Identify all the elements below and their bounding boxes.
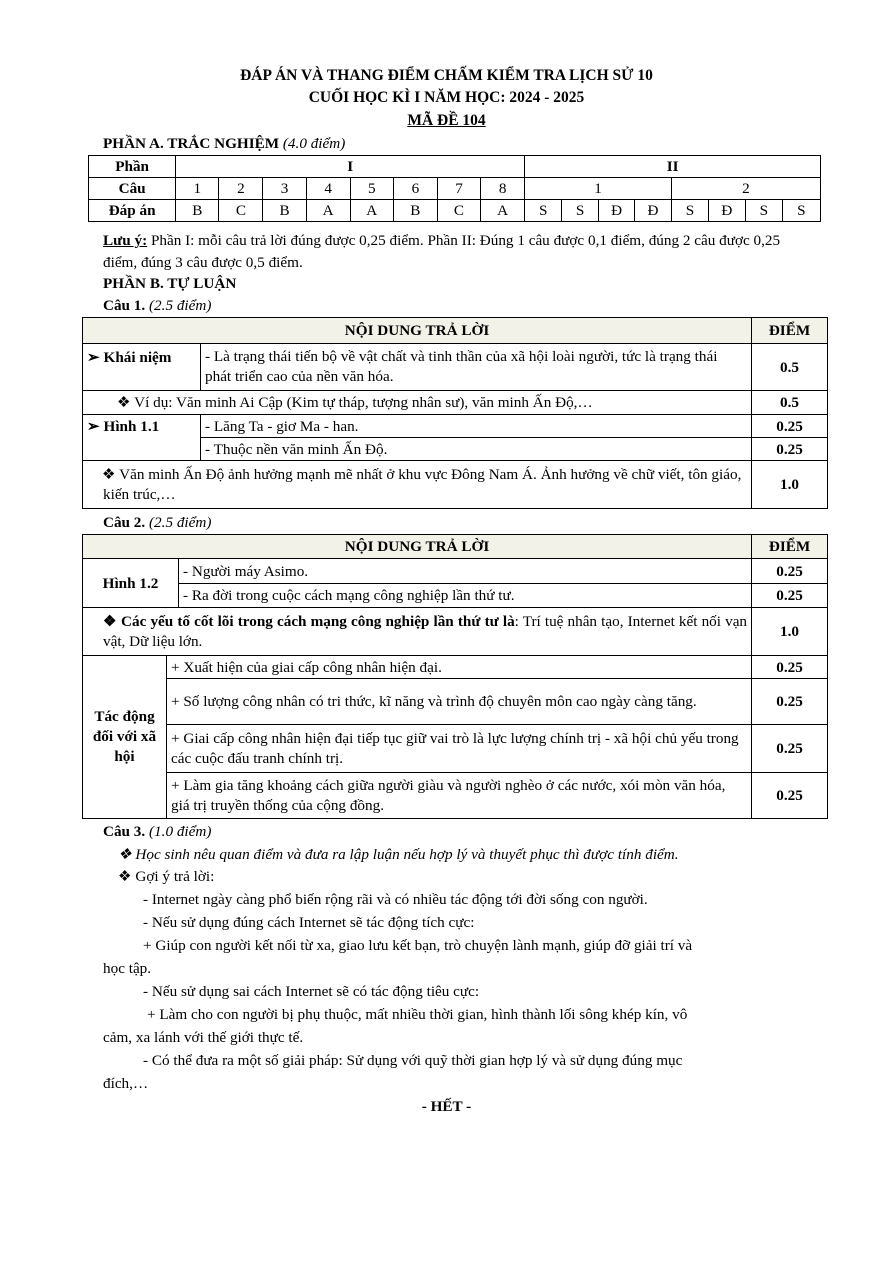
mc-row-part [89,156,821,178]
q1-heading [103,296,211,315]
q3-line: - Internet ngày càng phổ biến rộng rãi và có nhiều tác động tới đời sống con người. [143,891,648,908]
q1-fig-row-a [83,415,828,438]
doc-title: ĐÁP ÁN VÀ THANG ĐIỂM CHẤM KIỂM TRA LỊCH SỬ 10 [240,67,653,84]
part-a-score: (4.0 điểm) [282,135,346,152]
fig-1-2-points-b: 0.25 [752,584,828,608]
example-points: 0.5 [752,391,828,415]
q1-example-row [83,391,828,415]
exam-code: MÃ ĐỀ 104 [407,112,486,129]
scoring-note [103,230,808,274]
question-number: 1 [176,178,219,200]
q1-influence-row [83,461,828,509]
q2-score: (2.5 điểm) [149,514,212,531]
mc-row-question [89,178,821,200]
question-number: 8 [481,178,525,200]
core-factors-text [83,608,752,656]
label-phan: Phần [89,156,176,178]
content-header: NỘI DUNG TRẢ LỜI [83,535,752,559]
fig-1-1-label: ➢ Hình 1.1 [83,415,201,461]
points-header: ĐIỂM [752,535,828,559]
fig-1-2-answer-b: - Ra đời trong cuộc cách mạng công nghiệp lần thứ tư. [179,584,752,608]
q2-header-row [83,535,828,559]
concept-label: ➢ Khái niệm [83,344,201,391]
q2-table [82,534,828,819]
question-number: 7 [437,178,480,200]
q2-impact-row-1 [83,656,828,679]
question-number: 4 [306,178,350,200]
answer-cell: A [350,200,393,222]
q2-core-row [83,608,828,656]
q3-grading-rule: ❖ Học sinh nêu quan điểm và đưa ra lập luận nếu hợp lý và thuyết phục thì được tính điểm. [118,846,679,863]
q2-title: Câu 2. [103,514,146,531]
q1-concept-row [83,344,828,391]
question-number: 6 [393,178,437,200]
q2-impact-row-2 [83,679,828,725]
q3-heading [103,822,211,841]
question-number: 3 [263,178,306,200]
answer-cell: S [671,200,708,222]
impact-text: + Giai cấp công nhân hiện đại tiếp tục giữ vai trò là lực lượng chính trị - xã hội chủ yếu trong các cuộc đấu tranh chính trị. [167,725,752,773]
note-text: Phần I: mỗi câu trả lời đúng được 0,25 điểm. Phần II: Đúng 1 câu được 0,1 điểm, đúng 2 câu được 0,25 điểm, đúng 3 câu được 0,5 điểm. [103,232,781,271]
q3-hint-label: ❖ Gợi ý trả lời: [118,868,215,885]
answer-cell: S [745,200,782,222]
q3-line: - Nếu sử dụng đúng cách Internet sẽ tác động tích cực: [143,914,475,931]
fig-1-2-label: Hình 1.2 [83,559,179,608]
q3-line: học tập. [103,960,152,977]
impact-text: + Làm gia tăng khoảng cách giữa người giàu và người nghèo ở các nước, xói mòn văn hóa, giá trị truyền thống của cộng đồng. [167,773,752,819]
impact-points: 0.25 [752,725,828,773]
answer-cell: S [525,200,562,222]
note-label: Lưu ý: [103,232,148,249]
q3-line: - Nếu sử dụng sai cách Internet sẽ có tác động tiêu cực: [143,983,480,1000]
q3-title: Câu 3. [103,823,146,840]
q3-line: + Giúp con người kết nối từ xa, giao lưu kết bạn, trò chuyện lành mạnh, giúp đỡ giải trí và [143,937,693,954]
question-number: 2 [219,178,263,200]
part-1-header: I [176,156,525,178]
answer-cell: Đ [635,200,672,222]
question-number: 5 [350,178,393,200]
concept-points: 0.5 [752,344,828,391]
question-number: 1 [525,178,672,200]
answer-cell: A [481,200,525,222]
label-cau: Câu [89,178,176,200]
core-factors-bold: ❖ Các yếu tố cốt lõi trong cách mạng công nghiệp lần thứ tư là [103,612,515,630]
fig-1-1-answer-a: - Lăng Ta - giơ Ma - han. [201,415,752,438]
fig-1-2-points-a: 0.25 [752,559,828,584]
impact-text: + Số lượng công nhân có tri thức, kĩ năng và trình độ chuyên môn cao ngày càng tăng. [167,679,752,725]
part-a-heading [103,134,345,153]
impact-points: 0.25 [752,773,828,819]
mc-row-answer [89,200,821,222]
multiple-choice-table [88,155,821,222]
core-factors-points: 1.0 [752,608,828,656]
end-marker: - HẾT - [421,1098,472,1115]
doc-subtitle: CUỐI HỌC KÌ I NĂM HỌC: 2024 - 2025 [308,89,585,106]
fig-1-2-answer-a: - Người máy Asimo. [179,559,752,584]
impact-points: 0.25 [752,679,828,725]
impact-label: Tác động đối với xã hội [83,656,167,819]
part-b-heading: PHẦN B. TỰ LUẬN [103,275,237,292]
core-factors-rest: : Trí tuệ nhân tạo, Internet kết nối vạn vật, Dữ liệu lớn. [103,612,748,650]
q2-impact-row-3 [83,725,828,773]
impact-points: 0.25 [752,656,828,679]
q2-heading [103,513,211,532]
impact-text: + Xuất hiện của giai cấp công nhân hiện đại. [167,656,752,679]
q1-header-row [83,318,828,344]
answer-cell: B [263,200,306,222]
q1-score: (2.5 điểm) [149,297,212,314]
answer-cell: B [176,200,219,222]
question-number: 2 [671,178,820,200]
concept-text: - Là trạng thái tiến bộ về vật chất và tinh thần của xã hội loài người, tức là trạng thái phát triển cao của nền văn hóa. [201,344,752,391]
q2-impact-row-4 [83,773,828,819]
q2-fig-row-b [83,584,828,608]
q2-fig-row-a [83,559,828,584]
q3-line: cảm, xa lánh với thế giới thực tế. [103,1029,304,1046]
example-text: ❖ Ví dụ: Văn minh Ai Cập (Kim tự tháp, tượng nhân sư), văn minh Ấn Độ,… [83,391,752,415]
part-a-title: PHẦN A. TRẮC NGHIỆM [103,135,280,152]
q1-table [82,317,828,509]
content-header: NỘI DUNG TRẢ LỜI [83,318,752,344]
fig-1-1-points-b: 0.25 [752,438,828,461]
part-2-header: II [525,156,821,178]
answer-cell: C [219,200,263,222]
label-dapan: Đáp án [89,200,176,222]
q3-score: (1.0 điểm) [149,823,212,840]
influence-text: ❖ Văn minh Ấn Độ ảnh hưởng mạnh mẽ nhất ở khu vực Đông Nam Á. Ảnh hưởng về chữ viết, tôn giáo, kiến trúc,… [83,461,752,509]
influence-points: 1.0 [752,461,828,509]
q3-line: - Có thể đưa ra một số giải pháp: Sử dụng với quỹ thời gian hợp lý và sử dụng đúng mục [143,1052,683,1069]
answer-cell: S [562,200,599,222]
q3-line: đích,… [103,1075,149,1092]
fig-1-1-points-a: 0.25 [752,415,828,438]
answer-cell: Đ [708,200,745,222]
answer-cell: A [306,200,350,222]
fig-1-1-answer-b: - Thuộc nền văn minh Ấn Độ. [201,438,752,461]
q3-line: + Làm cho con người bị phụ thuộc, mất nhiều thời gian, hình thành lối sông khép kín, vô [147,1006,688,1023]
answer-cell: Đ [599,200,635,222]
q1-title: Câu 1. [103,297,146,314]
answer-cell: B [393,200,437,222]
points-header: ĐIỂM [752,318,828,344]
answer-cell: C [437,200,480,222]
answer-cell: S [782,200,820,222]
